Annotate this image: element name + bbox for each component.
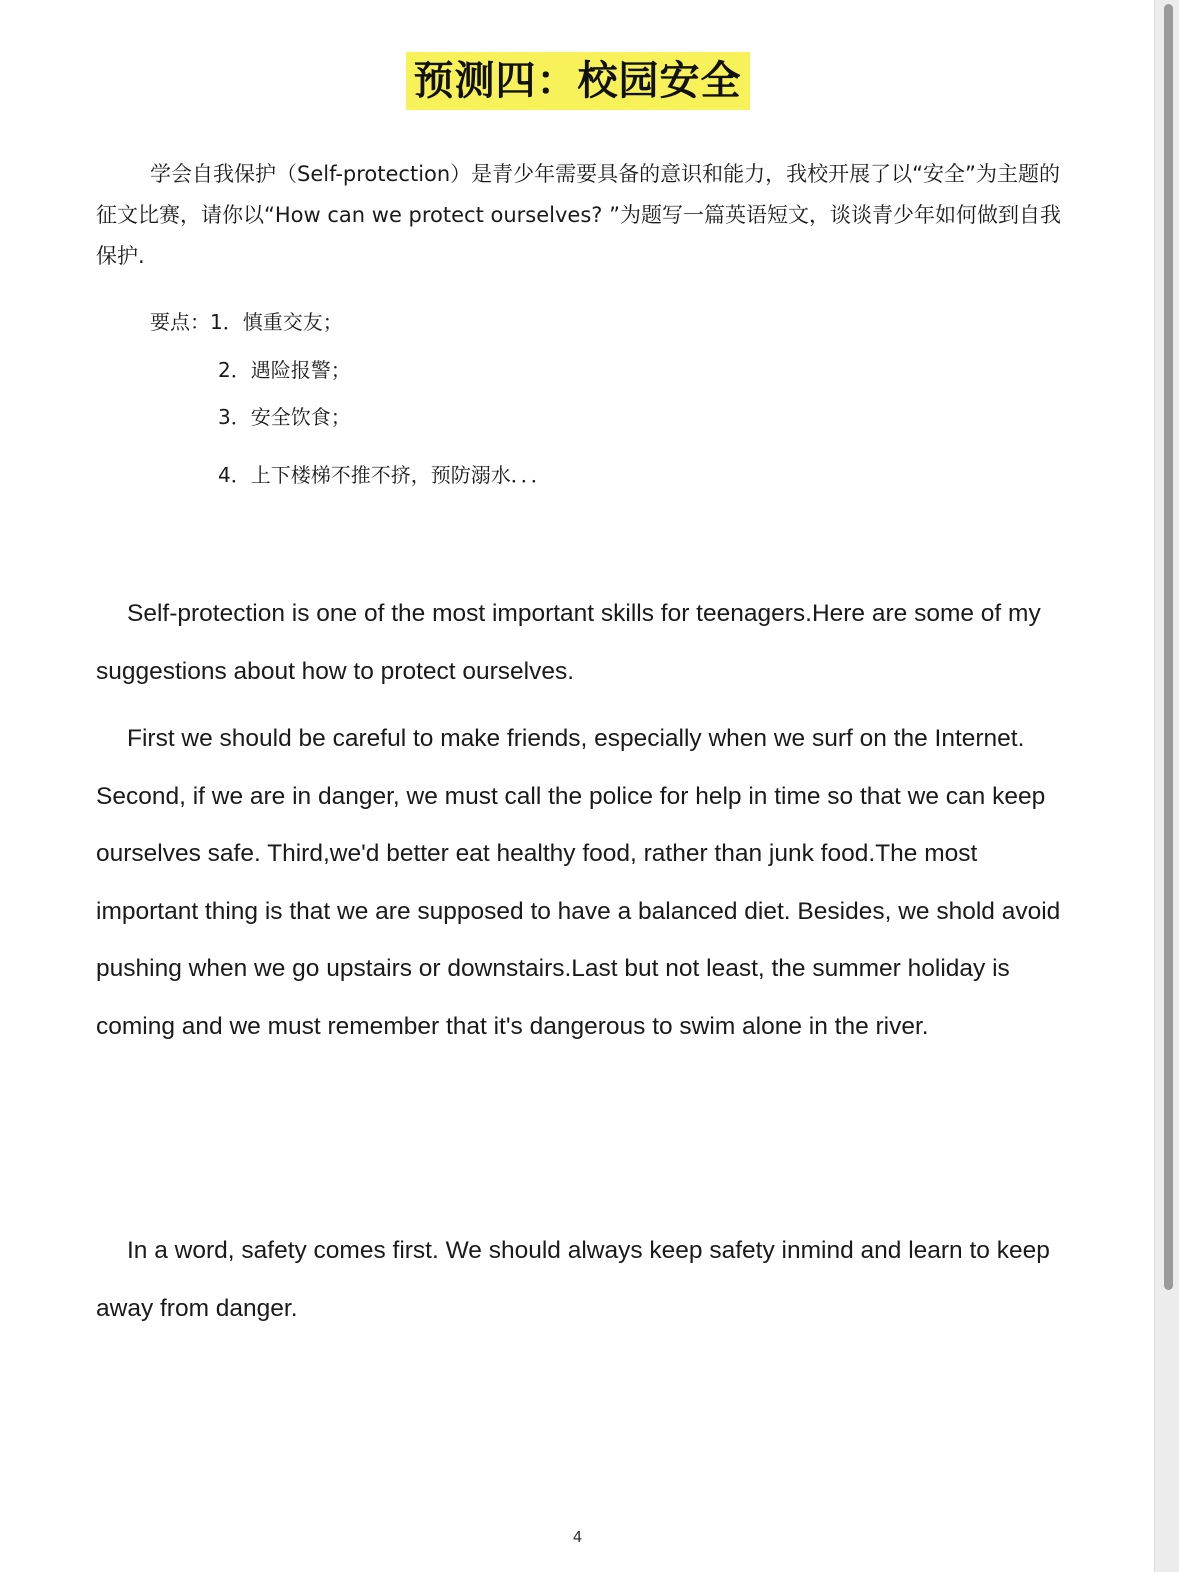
essay-paragraph-body: First we should be careful to make friends, especially when we surf on the Internet. Second, if we are in danger, we must call the police for help in time so that we can keep ourselves safe. Third,we'd better eat healthy food, rather than junk food.The most important thing is that we are supposed to have a balanced diet. Besides, we shold avoid pushing when we go upstairs or downstairs.Last but not least, the summer holiday is coming and we must remember that it's dangerous to swim alone in the river. xyxy=(96,725,1061,1040)
key-point-item: 2．遇险报警； xyxy=(218,358,351,382)
key-point-item: 4．上下楼梯不推不挤，预防溺水．．． xyxy=(218,463,551,487)
scrollbar-thumb[interactable] xyxy=(1164,4,1173,1290)
writing-prompt: 学会自我保护（Self-protection）是青少年需要具备的意识和能力，我校开展了以“安全”为主题的征文比赛，请你以“How can we protect ourselves? ”为题写一篇英语短文，谈谈青少年如何做到自我保护. xyxy=(96,162,1061,268)
essay-paragraph-intro: Self-protection is one of the most important skills for teenagers.Here are some of my suggestions about how to protect ourselves. xyxy=(96,600,1041,685)
key-points-heading: 要点：1．慎重交友； xyxy=(150,310,343,334)
page-number: 4 xyxy=(572,1528,583,1546)
vertical-scrollbar[interactable] xyxy=(1154,0,1179,1572)
key-point-item: 3．安全饮食； xyxy=(218,405,351,429)
essay-paragraph-conclusion: In a word, safety comes first. We should always keep safety inmind and learn to keep away from danger. xyxy=(96,1237,1050,1322)
title-container xyxy=(0,52,1155,110)
page-title: 预测四：校园安全 xyxy=(406,52,750,110)
